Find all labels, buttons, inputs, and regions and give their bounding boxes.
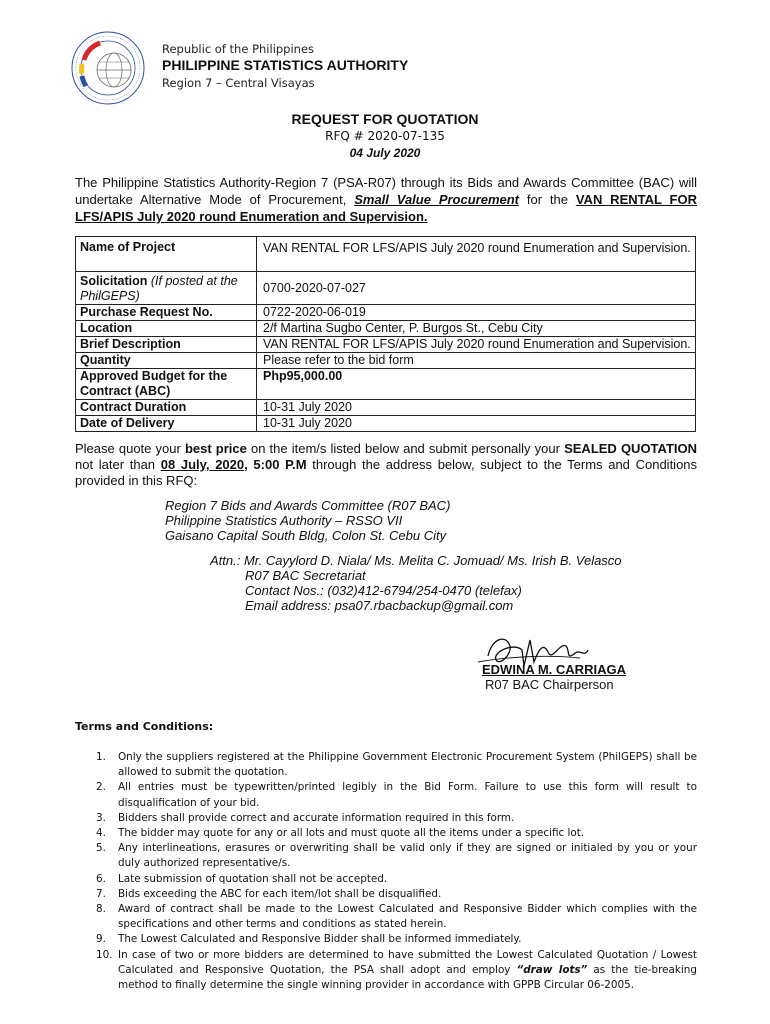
quote-text-4: through the address below bbox=[306, 457, 471, 472]
quote-text-3: not later than bbox=[75, 457, 161, 472]
authority-name: PHILIPPINE STATISTICS AUTHORITY bbox=[162, 57, 409, 73]
address-line: Philippine Statistics Authority – RSSO VII bbox=[165, 513, 403, 528]
terms-list bbox=[75, 750, 697, 993]
item-text: Any interlineations, erasures or overwriting shall be valid only if they are signed or initialed by you or your duly authorized representative/s. bbox=[118, 842, 697, 870]
item-text: Award of contract shall be made to the Lowest Calculated and Responsive Bidder which complies with the specifications and other terms and conditions as stated herein. bbox=[118, 903, 697, 931]
item-text-part: as the tie-breaking method to finally determine the single winning provider in accordance with GPPB Circular 06-2005. bbox=[118, 963, 697, 992]
intro-text-2: for the bbox=[519, 192, 576, 207]
item-text: All entries must be typewritten/printed legibly in the Bid Form. Failure to use this form will result to disqualification of your bid. bbox=[118, 781, 697, 809]
attn-names: Attn.: Mr. Cayylord D. Niala/ Ms. Melita C. Jomuad/ Ms. Irish B. Velasco bbox=[210, 553, 622, 568]
list-item bbox=[75, 932, 697, 947]
table-row bbox=[76, 400, 696, 416]
attention-block bbox=[210, 553, 622, 613]
item-number: 7. bbox=[96, 887, 106, 900]
item-text: Bidders shall provide correct and accurate information required in this form. bbox=[118, 811, 515, 824]
table-row bbox=[76, 305, 696, 321]
deadline-date: 08 July, 2020 bbox=[160, 457, 245, 472]
location-label: Location bbox=[76, 321, 257, 337]
contract-duration-label: Contract Duration bbox=[76, 400, 257, 416]
location-value: 2/f Martina Sugbo Center, P. Burgos St., Cebu City bbox=[257, 321, 696, 337]
table-row bbox=[76, 337, 696, 353]
abc-value: Php95,000.00 bbox=[257, 369, 696, 400]
table-row bbox=[76, 237, 696, 272]
name-of-project-label: Name of Project bbox=[76, 237, 257, 272]
intro-text: The Philippine Statistics Authority-Region 7 (PSA-R07) through its Bids and Awards Committee (BAC) will undertake Alternative Mode of Procurement, bbox=[75, 175, 697, 207]
republic-label: Republic of the Philippines bbox=[162, 42, 315, 56]
address-line: Region 7 Bids and Awards Committee (R07 BAC) bbox=[165, 498, 451, 513]
attn-contact: Contact Nos.: (032)412-6794/254-0470 (telefax) bbox=[245, 583, 522, 598]
item-text: The Lowest Calculated and Responsive Bidder shall be informed immediately. bbox=[118, 933, 522, 946]
attn-email: Email address: psa07.rbacbackup@gmail.com bbox=[245, 598, 514, 613]
table-row bbox=[76, 321, 696, 337]
solicitation-label bbox=[76, 272, 257, 305]
item-number: 1. bbox=[96, 751, 106, 763]
item-text: Bids exceeding the ABC for each item/lot shall be disqualified. bbox=[118, 887, 442, 900]
project-details-table bbox=[75, 236, 696, 432]
abc-label: Approved Budget for the Contract (ABC) bbox=[76, 369, 257, 400]
brief-description-label: Brief Description bbox=[76, 337, 257, 353]
table-row bbox=[76, 416, 696, 432]
item-text-part: In case of two or more bidders are determined to have submitted the Lowest Calculated Quotation / Lowest Calculated and Responsive Quotation, the PSA shall adopt and employ bbox=[118, 948, 697, 976]
list-item bbox=[75, 902, 697, 932]
quantity-value: Please refer to the bid form bbox=[257, 353, 696, 369]
item-text: Late submission of quotation shall not be accepted. bbox=[118, 872, 388, 885]
item-text bbox=[118, 948, 697, 994]
item-text: The bidder may quote for any or all lots and must quote all the items under a specific lot. bbox=[118, 827, 585, 840]
list-item bbox=[75, 872, 697, 887]
procurement-mode: Small Value Procurement bbox=[354, 192, 520, 207]
item-number: 2. bbox=[96, 781, 106, 794]
purchase-request-label: Purchase Request No. bbox=[76, 305, 257, 321]
attn-office: R07 BAC Secretariat bbox=[245, 568, 366, 583]
solicitation-value: 0700-2020-07-027 bbox=[257, 272, 696, 305]
intro-paragraph bbox=[75, 174, 697, 225]
best-price: best price bbox=[184, 441, 247, 456]
deadline-time: , 5:00 P.M bbox=[244, 457, 307, 472]
item-number: 8. bbox=[96, 903, 106, 916]
item-number: 6. bbox=[96, 872, 106, 885]
list-item bbox=[75, 826, 697, 841]
quote-text: Please quote your bbox=[75, 441, 185, 456]
date-of-delivery-value: 10-31 July 2020 bbox=[257, 416, 696, 432]
address-line: Gaisano Capital South Bldg, Colon St. Cebu City bbox=[165, 528, 447, 543]
list-item bbox=[75, 948, 697, 994]
list-item bbox=[75, 887, 697, 902]
quote-instructions bbox=[75, 441, 697, 489]
quote-text-5: , subject to the Terms and Conditions provided in this RFQ: bbox=[75, 457, 698, 488]
table-row bbox=[76, 369, 696, 400]
list-item bbox=[75, 811, 697, 826]
list-item bbox=[75, 750, 697, 780]
sealed-quotation: SEALED QUOTATION bbox=[564, 441, 698, 456]
terms-heading: Terms and Conditions: bbox=[75, 720, 214, 733]
project-title: VAN RENTAL FOR LFS/APIS July 2020 round Enumeration and Supervision. bbox=[75, 192, 698, 224]
draw-lots: “draw lots” bbox=[516, 963, 588, 976]
region-label: Region 7 – Central Visayas bbox=[162, 76, 315, 90]
item-number: 5. bbox=[96, 842, 106, 855]
item-number: 10. bbox=[96, 948, 113, 961]
purchase-request-value: 0722-2020-06-019 bbox=[257, 305, 696, 321]
solicitation-note: (If posted at the PhilGEPS) bbox=[80, 274, 238, 303]
solicitation-label-text: Solicitation bbox=[80, 274, 148, 288]
brief-description-value: VAN RENTAL FOR LFS/APIS July 2020 round Enumeration and Supervision. bbox=[257, 337, 696, 353]
list-item bbox=[75, 841, 697, 871]
psa-seal-logo bbox=[70, 30, 146, 106]
table-row bbox=[76, 272, 696, 305]
list-item bbox=[75, 780, 697, 810]
item-text: Only the suppliers registered at the Philippine Government Electronic Procurement System (PhilGEPS) shall be allowed to submit the quotation. bbox=[118, 751, 697, 779]
date-of-delivery-label: Date of Delivery bbox=[76, 416, 257, 432]
submission-address bbox=[165, 498, 450, 543]
table-row bbox=[76, 353, 696, 369]
signatory-role: R07 BAC Chairperson bbox=[485, 677, 614, 692]
item-number: 3. bbox=[96, 811, 106, 824]
quantity-label: Quantity bbox=[76, 353, 257, 369]
quote-text-2: on the item/s listed below and submit personally your bbox=[246, 441, 565, 456]
name-of-project-value: VAN RENTAL FOR LFS/APIS July 2020 round Enumeration and Supervision. bbox=[257, 237, 696, 272]
document-title: REQUEST FOR QUOTATION bbox=[291, 111, 479, 127]
rfq-date: 04 July 2020 bbox=[349, 146, 421, 160]
signatory-name: EDWINA M. CARRIAGA bbox=[482, 662, 626, 677]
item-number: 4. bbox=[96, 827, 106, 840]
contract-duration-value: 10-31 July 2020 bbox=[257, 400, 696, 416]
item-number: 9. bbox=[96, 933, 106, 946]
rfq-number: RFQ # 2020-07-135 bbox=[325, 129, 445, 143]
